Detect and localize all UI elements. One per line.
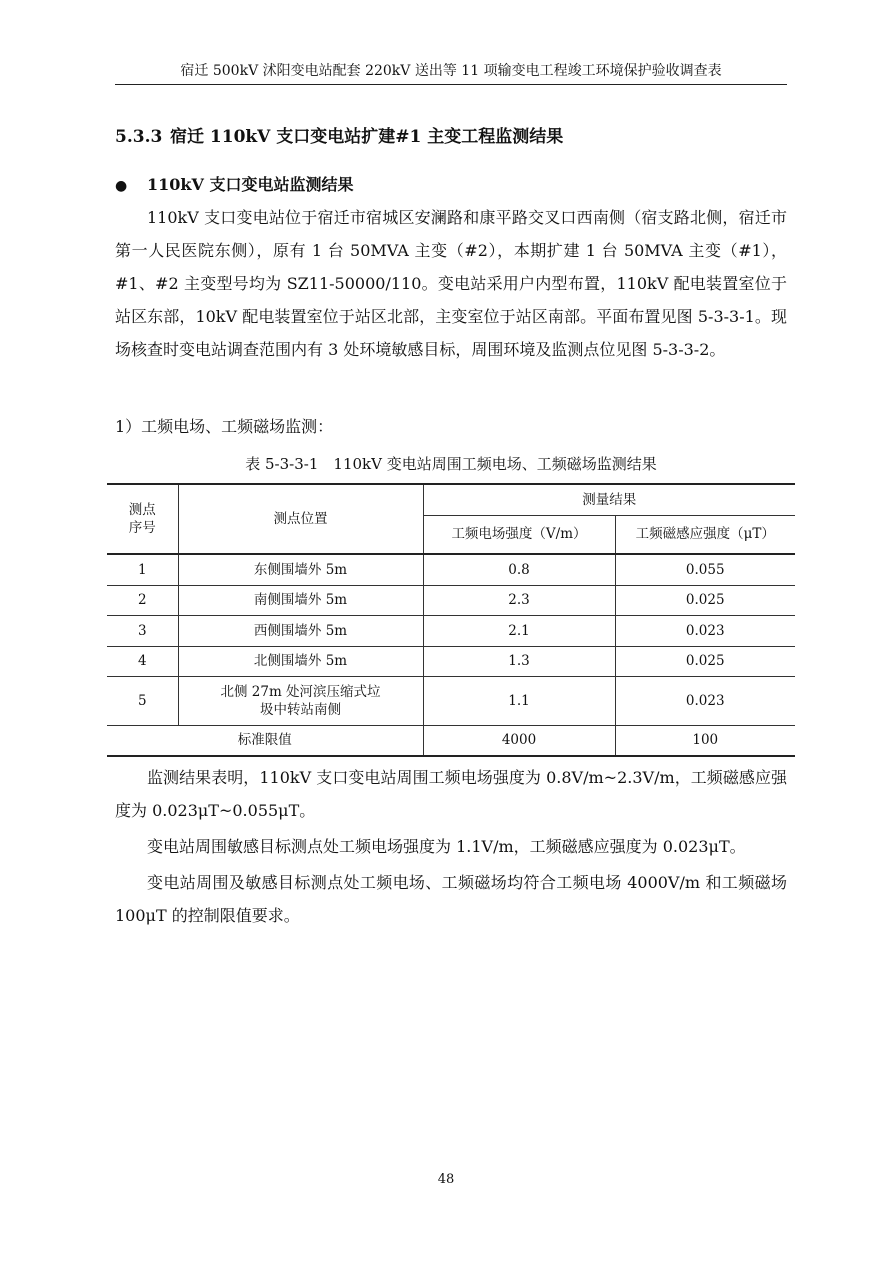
cell-bfield: 0.023 (615, 615, 795, 646)
monitoring-subheading: 1）工频电场、工频磁场监测： (115, 417, 334, 436)
monitoring-results-table (107, 483, 795, 757)
table-row (107, 615, 795, 646)
table-row (107, 585, 795, 615)
cell-efield: 1.1 (423, 676, 615, 725)
sensitive-target-paragraph: 变电站周围敏感目标测点处工频电场强度为 1.1V/m，工频磁感应强度为 0.023μT。 (147, 837, 746, 856)
cell-efield: 0.8 (423, 554, 615, 585)
cell-location: 北侧 27m 处河滨压缩式垃圾中转站南侧 (178, 676, 423, 725)
section-number: 5.3.3 (115, 127, 163, 147)
result-paragraph: 监测结果表明，110kV 支口变电站周围工频电场强度为 0.8V/m~2.3V/m，工频磁感应强度为 0.023μT~0.055μT。 (115, 768, 787, 820)
table-row-limit (107, 725, 795, 756)
bullet-dot-icon: ● (115, 178, 128, 194)
header-measurement-group: 测量结果 (423, 484, 795, 515)
cell-limit-efield: 4000 (423, 725, 615, 756)
conclusion-paragraph: 变电站周围及敏感目标测点处工频电场、工频磁场均符合工频电场 4000V/m 和工频磁场 100μT 的控制限值要求。 (115, 873, 787, 925)
page-number: 48 (437, 1172, 455, 1187)
cell-seq: 5 (107, 676, 178, 725)
bullet-heading (115, 174, 353, 197)
header-efield: 工频电场强度（V/m） (423, 515, 615, 554)
cell-location: 西侧围墙外 5m (178, 615, 423, 646)
cell-bfield: 0.025 (615, 585, 795, 615)
header-rule (115, 84, 787, 85)
table-caption: 表 5-3-3-1 110kV 变电站周围工频电场、工频磁场监测结果 (245, 455, 657, 473)
cell-efield: 2.3 (423, 585, 615, 615)
section-title-text: 宿迁 110kV 支口变电站扩建#1 主变工程监测结果 (170, 127, 564, 147)
table-row (107, 676, 795, 725)
header-bfield: 工频磁感应强度（μT） (615, 515, 795, 554)
cell-limit-bfield: 100 (615, 725, 795, 756)
intro-paragraph: 110kV 支口变电站位于宿迁市宿城区安澜路和康平路交叉口西南侧（宿支路北侧，宿迁市第一人民医院东侧），原有 1 台 50MVA 主变（#2），本期扩建 1 台 50MVA 主变（#1），#1、#2 主变型号均为 SZ11-50000/110。变电站采用户内型布置，110kV 配电装置室位于站区东部，10kV 配电装置室位于站区北部，主变室位于站区南部。平面布置见图 5-3-3-1。现场核查时变电站调查范围内有 3 处环境敏感目标，周围环境及监测点位见图 5-3-3-2。 (115, 208, 787, 359)
cell-seq: 2 (107, 585, 178, 615)
running-header: 宿迁 500kV 沭阳变电站配套 220kV 送出等 11 项输变电工程竣工环境保护验收调查表 (180, 63, 722, 79)
header-seq: 测点 序号 (107, 484, 178, 554)
cell-location: 北侧围墙外 5m (178, 646, 423, 676)
cell-seq: 1 (107, 554, 178, 585)
cell-location: 东侧围墙外 5m (178, 554, 423, 585)
bullet-heading-text: 110kV 支口变电站监测结果 (147, 175, 354, 194)
table-row (107, 554, 795, 585)
cell-location: 南侧围墙外 5m (178, 585, 423, 615)
section-title (115, 126, 563, 148)
cell-bfield: 0.055 (615, 554, 795, 585)
cell-seq: 3 (107, 615, 178, 646)
cell-efield: 1.3 (423, 646, 615, 676)
cell-efield: 2.1 (423, 615, 615, 646)
table-row (107, 646, 795, 676)
cell-seq: 4 (107, 646, 178, 676)
cell-bfield: 0.023 (615, 676, 795, 725)
cell-bfield: 0.025 (615, 646, 795, 676)
header-location: 测点位置 (178, 484, 423, 554)
cell-limit-label: 标准限值 (107, 725, 423, 756)
